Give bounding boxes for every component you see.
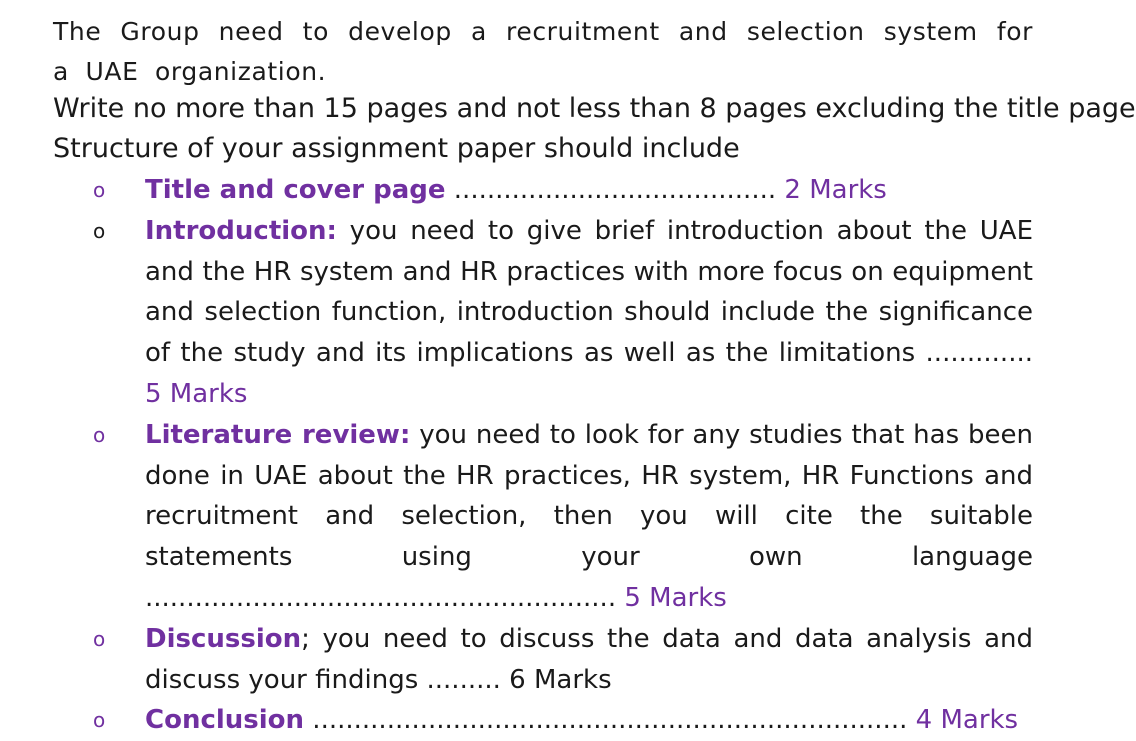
- item-marks: 5 Marks: [624, 582, 727, 613]
- item-leader-dots: ........................................................................: [304, 705, 916, 736]
- list-item-discussion: [93, 619, 1033, 701]
- intro-paragraph: The Group need to develop a recruitment and selection system for a UAE organization.: [53, 17, 1033, 86]
- item-leader-dots: .........: [418, 664, 510, 695]
- structure-list: [93, 170, 1033, 741]
- item-marks: 2 Marks: [784, 175, 887, 205]
- item-text: you need to look for any studies that has been done in UAE about the HR practices, HR system, HR Functions and recruitment and selection, then you will cite the suitable statements using your own language: [145, 419, 1033, 573]
- item-heading: Literature review:: [145, 419, 411, 450]
- bullet-circle-icon: o: [93, 708, 106, 733]
- item-marks: 4 Marks: [915, 705, 1019, 736]
- item-heading: Title and cover page: [145, 175, 446, 205]
- list-item-title-cover: [93, 170, 1033, 211]
- item-heading: Conclusion: [145, 705, 305, 736]
- list-item-conclusion: [93, 700, 1033, 741]
- item-leader-dots: .............: [915, 338, 1033, 369]
- list-item-literature-review: [93, 415, 1033, 619]
- page-limit-line: Write no more than 15 pages and not less than 8 pages excluding the title page: [53, 93, 1136, 124]
- item-text: ; you need to discuss the data and data analysis and discuss your findings: [145, 623, 1033, 695]
- item-heading: Discussion: [145, 623, 302, 654]
- item-heading: Introduction:: [145, 215, 337, 246]
- bullet-circle-icon: o: [93, 218, 106, 243]
- bullet-circle-icon: o: [93, 422, 106, 447]
- item-leader-dots: .......................................: [445, 175, 785, 205]
- structure-heading: Structure of your assignment paper should include: [53, 133, 740, 164]
- bullet-circle-icon: o: [93, 178, 106, 202]
- list-item-introduction: [93, 211, 1033, 415]
- item-leader-dots: .........................................................: [145, 582, 625, 613]
- item-text: you need to give brief introduction about the UAE and the HR system and HR practices with more focus on equipment and selection function, introduction should include the significance of the study and its implications as well as the limitations: [145, 215, 1033, 369]
- item-marks: 6 Marks: [509, 664, 612, 695]
- item-marks: 5 Marks: [145, 378, 248, 409]
- bullet-circle-icon: o: [93, 626, 106, 651]
